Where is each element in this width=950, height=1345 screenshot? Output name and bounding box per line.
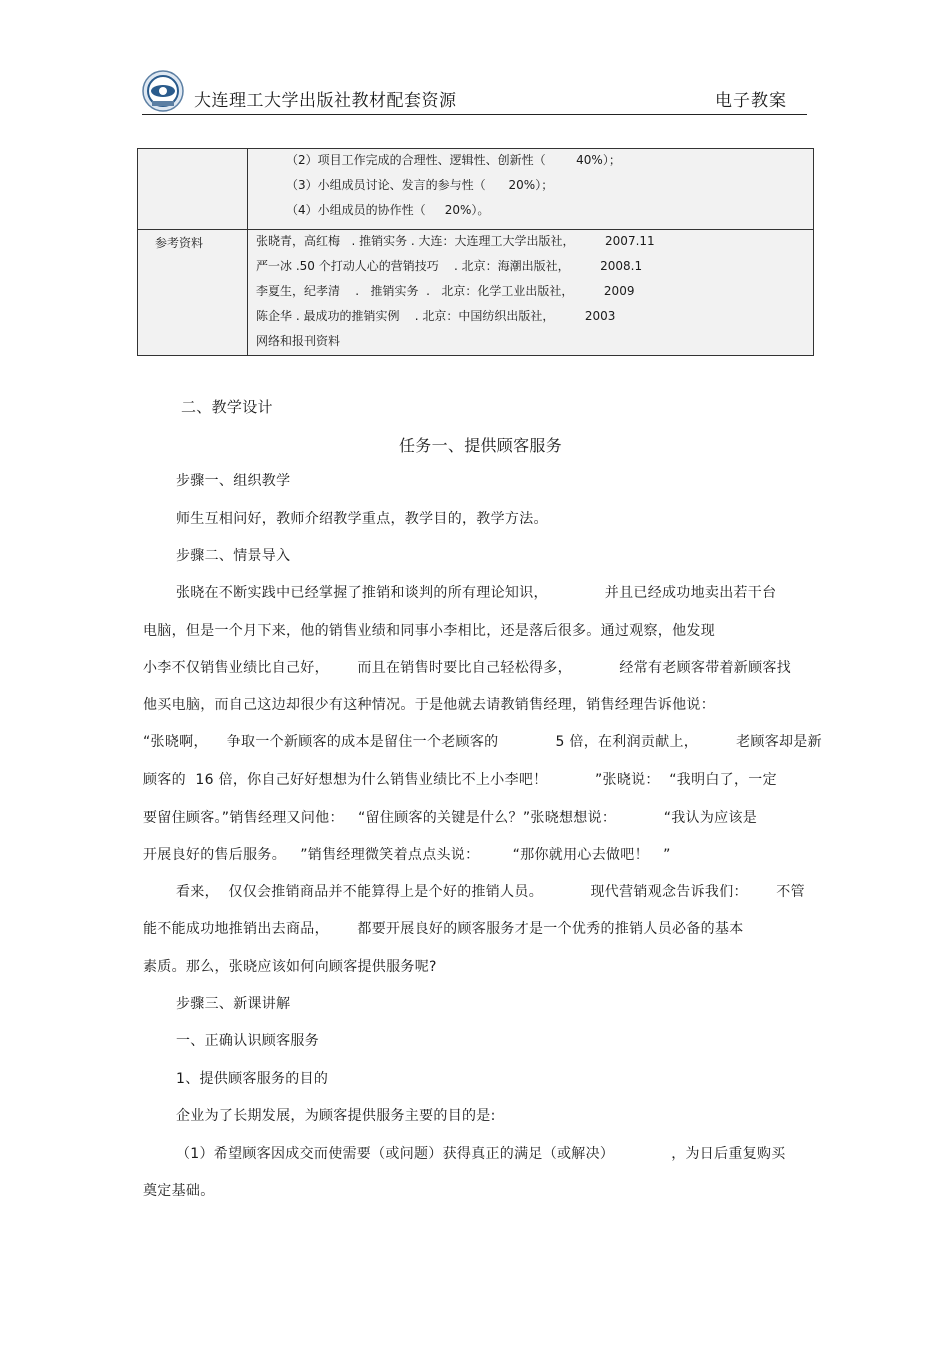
- body-line: 1、提供顾客服务的目的: [176, 1071, 329, 1087]
- table-cell-criteria: [248, 149, 814, 230]
- table-cell-empty: [138, 149, 248, 230]
- criteria-line: （4）小组成员的协作性（ 20%）。: [286, 203, 490, 217]
- reference-line: 陈企华 . 最成功的推销实例 . 北京：中国纺织出版社， 2003: [256, 309, 616, 323]
- reference-line: 张晓青，高红梅 . 推销实务 . 大连：大连理工大学出版社， 2007.11: [256, 234, 655, 248]
- university-logo-icon: [142, 70, 184, 112]
- body-line: 电脑，但是一个月下来，他的销售业绩和同事小李相比，还是落后很多。通过观察，他发现: [143, 623, 715, 639]
- body-line: 小李不仅销售业绩比自己好， 而且在销售时要比自己轻松得多， 经常有老顾客带着新顾客找: [143, 660, 791, 676]
- reference-line: 严一冰 .50 个打动人心的营销技巧 . 北京：海潮出版社， 2008.1: [256, 259, 643, 273]
- header-title: 大连理工大学出版社教材配套资源: [194, 91, 457, 111]
- body-line: 看来， 仅仅会推销商品并不能算得上是个好的推销人员。 现代营销观念告诉我们： 不管: [176, 884, 805, 900]
- page-header: [142, 70, 807, 115]
- table-cell-references: [248, 230, 814, 356]
- body-line: 企业为了长期发展，为顾客提供服务主要的目的是:: [176, 1108, 496, 1124]
- body-line: “张晓啊， 争取一个新顾客的成本是留住一个老顾客的 5 倍，在利润贡献上， 老顾客却是新: [143, 734, 822, 750]
- criteria-line: （3）小组成员讨论、发言的参与性（ 20%）；: [286, 178, 554, 192]
- evaluation-table: [137, 148, 814, 356]
- reference-line: 网络和报刊资料: [256, 334, 341, 348]
- body-line: 开展良好的售后服务。 ”销售经理微笑着点点头说： “那你就用心去做吧！ ”: [143, 847, 671, 863]
- section-heading: 二、教学设计: [181, 398, 273, 416]
- body-line: 能不能成功地推销出去商品， 都要开展良好的顾客服务才是一个优秀的推销人员必备的基本: [143, 921, 744, 937]
- body-line: 步骤一、组织教学: [176, 473, 291, 489]
- body-line: 顾客的 16 倍，你自己好好想想为什么销售业绩比不上小李吧！ ”张晓说： “我明白了，一定: [143, 772, 777, 788]
- header-doc-type: 电子教案: [715, 91, 787, 111]
- reference-label: 参考资料: [138, 230, 248, 356]
- body-line: 奠定基础。: [143, 1183, 215, 1199]
- body-line: 师生互相问好，教师介绍教学重点，教学目的，教学方法。: [176, 511, 548, 527]
- table-row: [138, 230, 814, 356]
- criteria-line: （2）项目工作完成的合理性、逻辑性、创新性（ 40%）；: [286, 153, 621, 167]
- table-row: [138, 149, 814, 230]
- body-line: 要留住顾客。”销售经理又问他： “留住顾客的关键是什么？”张晓想想说： “我认为应该是: [143, 810, 758, 826]
- body-line: 他买电脑，而自己这边却很少有这种情况。于是他就去请教销售经理，销售经理告诉他说：: [143, 697, 715, 713]
- body-line: 一、正确认识顾客服务: [176, 1033, 319, 1049]
- body-line: （1）希望顾客因成交而使需要（或问题）获得真正的满足（或解决） ，为日后重复购买: [176, 1146, 786, 1162]
- reference-line: 李夏生，纪孝清 . 推销实务 . 北京：化学工业出版社， 2009: [256, 284, 635, 298]
- body-line: 步骤二、情景导入: [176, 548, 291, 564]
- body-line: 步骤三、新课讲解: [176, 996, 291, 1012]
- body-line: 素质。那么，张晓应该如何向顾客提供服务呢?: [143, 959, 437, 975]
- task-title: 任务一、提供顾客服务: [399, 436, 563, 455]
- body-line: 张晓在不断实践中已经掌握了推销和谈判的所有理论知识， 并且已经成功地卖出若干台: [176, 585, 777, 601]
